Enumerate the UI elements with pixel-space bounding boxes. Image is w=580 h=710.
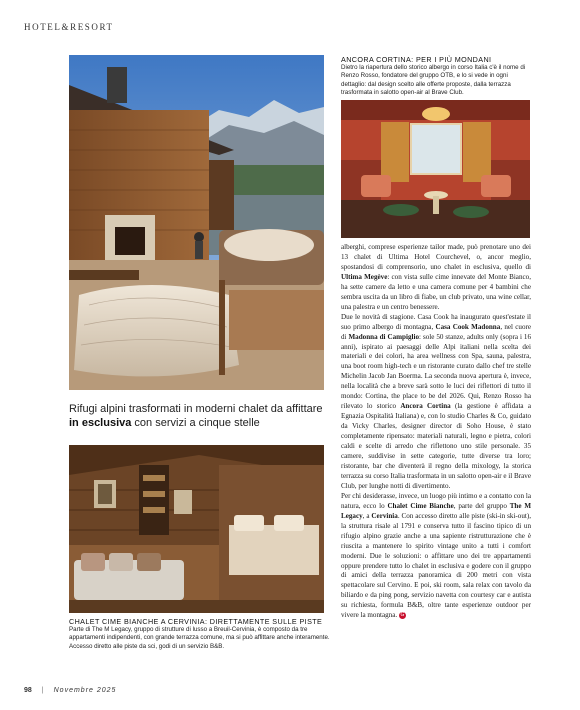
bottom-caption-title: CHALET CIME BIANCHE A CERVINIA: DIRETTAMENTE SULLE PISTE [69,617,323,626]
lounge-interior-photo [341,100,530,238]
body-text-run: , a [362,511,372,520]
bottom-caption-text: Parte di The M Legacy, gruppo di strutture di lusso a Breuil-Cervinia, è composto da tre appartamenti indipendenti, con grande terrazza comune, ma si può affittare anche interamente. Accesso diretto alle piste da sci, godi di un servizio B&B. [69,626,330,650]
body-text-run: . Con accesso diretto alle piste (ski-in ski-out), la struttura risale al 1791 e conserva tutto il fascino tipico di un rifugio alpino grazie anche a una sapiente ristrutturazione che è riuscita a mantenere lo spirito vintage unito a tutti i comfort moderni. Due le soluzioni: o affittare uno dei tre appartamenti oppure prendere tutto lo chalet in esclusiva e godere con il gruppo di amici della terrazza panoramica di 200 metri con vista spettacolare sul Cervino. E poi, ski room, sala relax con tavolo da biliardo e da ping pong, servizio navetta con courtesy car e autista su richiesta, formula B&B, oltre tante esperienze outdoor per vivere la montagna. [341,511,531,620]
article-body [341,243,531,621]
body-text-run: Per chi desiderasse, invece, un luogo più intimo e a contatto con la natura, ecco lo [341,491,531,510]
body-text-run: , parte del gruppo [453,501,510,510]
body-paragraph [341,492,531,621]
body-bold-run: Chalet Cime Bianche [387,501,454,510]
top-caption-title: ANCORA CORTINA: PER I PIÙ MONDANI [341,55,492,64]
body-text-run: : con vista sulle cime innevate del Monte Bianco, ha sette camere da letto e una camera comune per 4 bambini che sembra uscita da un libro di fiabe, un club privato, una wine cellar, una palestra e un centro benessere. [341,272,531,311]
page-footer [24,687,116,694]
top-photo-caption [341,55,533,98]
issue-date: Novembre 2025 [53,687,117,694]
end-of-article-mark: G [400,612,405,619]
body-bold-run: Madonna di Campiglio [348,332,420,341]
pull-quote-text-2: con servizi a cinque stelle [131,416,260,429]
body-bold-run: Cervinia [371,511,398,520]
pull-quote [69,403,331,430]
body-text-run: , nel cuore di [341,322,532,341]
bottom-photo-caption [69,617,331,651]
chalet-terrace-photo [69,55,324,390]
footer-separator: | [41,687,44,694]
pull-quote-text-1: Rifugi alpini trasformati in moderni chalet da affittare [69,403,323,415]
body-text-run: Due le novità di stagione. Casa Cook ha inaugurato quest'estate il suo primo albergo di montagna, [341,312,531,331]
top-caption-text: Dietro la riapertura dello storico albergo in corso Italia c'è il nome di Renzo Rosso, fondatore del gruppo OTB, e lo si vede in ogni dettaglio: dal design scelto alle offerte proposte, dalla terrazza trasformata in salotto open-air al Brave Club. [341,64,526,97]
body-bold-run: Ultima Megève [341,272,388,281]
page-number: 98 [24,687,32,694]
body-paragraph [341,313,531,492]
body-bold-run: The M Legacy [341,501,532,520]
section-header: HOTEL&RESORT [24,22,114,32]
body-text-run: (la gestione è affidata a Egnazia Ospitalità Italiana) e, con lo studio Charles & Co, guidato da Vicky Charles, designer director di Soho House, è stato completamente ripensato: materiali naturali, legno e pietra, colori caldi e scelte di arredo che riflettono uno stile personale. 35 camere, suddivise in sette categorie, tutte diverse tra loro; ristorante, bar che diventerà il regno della mixology, la storica terrazza su corso Italia trasformata in un salotto open-air e il Brave Club, per lunghe notti di divertimento. [341,402,531,490]
body-text-run: alberghi, comprese esperienze tailor made, può prenotare uno dei 13 chalet di Ultima Hotel Courchevel, o, ancor meglio, spostandosi di comprensorio, uno chalet in esclusiva, quello di [341,243,531,271]
body-text-run: : sole 50 stanze, adults only (sopra i 16 anni), ispirato ai paesaggi delle Alpi italiani nella scelta dei materiali e dei colori, ha area wellness con Spa, sauna, palestra, una boot room high-tech e un ristorante curato dallo chef tre stelle Michelin Jacob Jan Boerma. La seconda nuova apertura è, invece, nella località che a breve sarà sotto le luci dei riflettori di tutto il mondo: Cortina, the place to be del 2026. Qui, Renzo Rosso ha rilevato lo storico [341,332,531,411]
body-bold-run: Casa Cook Madonna [435,322,501,331]
body-bold-run: Ancora Cortina [400,402,451,411]
body-paragraph [341,243,531,313]
chalet-bedroom-photo [69,445,324,613]
pull-quote-bold: in esclusiva [69,416,132,429]
